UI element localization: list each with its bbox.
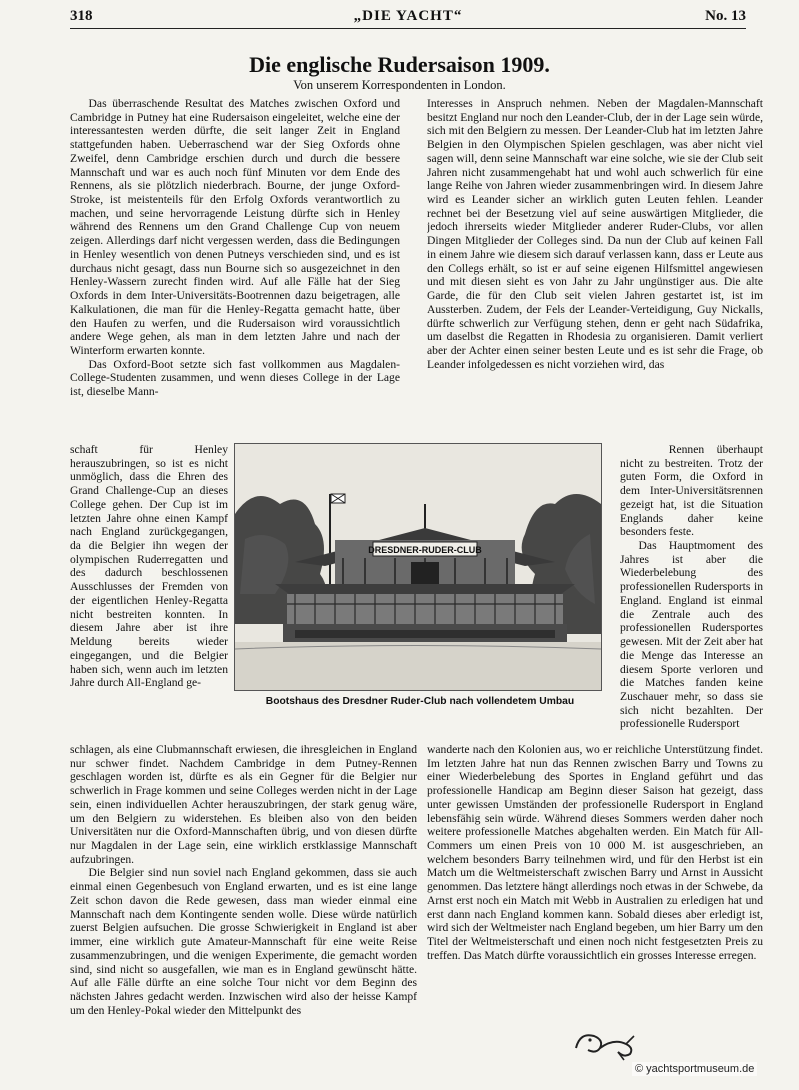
article-title: Die englische Rudersaison 1909. xyxy=(249,52,550,77)
paragraph: Die Belgier sind nun soviel nach England gekommen, dass sie auch einmal einen Gegenbesuch von England erwarten, und es ist eine lange Zeit schon davon die Rede gewesen, dass man wieder einmal eine Mannschaft nach dem Kontingente senden wolle. Diese würde natürlich zuerst Belgien aufsuchen. Die grosse Schwierigkeit in England ist aber immer, eine wirklich gute Amateur-Mannschaft für eine weite Reise zusammenzubringen, und die wenigen Experimente, die gemacht worden sind, sind nicht so ausgefallen, wie man es in England gewünscht hätte. Auf alle Fälle dürfte an eine solche Tour nicht vor dem Beginn des nächsten Jahres gedacht werden. Inzwischen wird also der heisse Kampf um den Henley-Pokal wieder den Mittelpunkt des xyxy=(70,866,417,1017)
issue-number: No. 13 xyxy=(705,8,746,24)
paragraph: Interesses in Anspruch nehmen. Neben der Magdalen-Mannschaft besitzt England nur noch den Leander-Club, der in der Lage sein würde, sich mit den Belgiern zu messen. Der Leander-Club hat im letzten Jahre Belgien in den Olympischen Spielen geschlagen, was aber nicht viel sagen will, denn seine Mannschaft war eine solche, wie sie der Club seit Jahren nicht zusammengehabt hat und wohl auch schwerlich für eine lange Reihe von Jahren wieder zusammenbringen wird. In diesem Jahre wird es Leander sicher an wirklich guten Leuten fehlen. Leander rechnet bei der Besetzung viel auf seine auswärtigen Mitglieder, die jedoch ihrerseits wieder Mitglieder anderer Ruder-Clubs, vor allen Dingen Mitglieder der Colleges sind. Da nun der Club auf keinen Fall in einem Jahre wie diesem sich darauf verlassen kann, dass er Leute aus den Collegs erhält, so ist er auf seine eigenen Hilfsmittel angewiesen und mit diesen sieht es von Jahr zu Jahr ungünstiger aus. Die alte Garde, die für den Club seit vielen Jahren gestartet ist, ist im Aussterben. Zudem, der Fels der Leander-Verteidigung, Guy Nickalls, dürfte schwerlich zur Verfügung stehen, denn er geht nach Südafrika, um daselbst die Regatten in Rhodesia zu organisieren. Damit verliert aber der Achter einen seiner besten Leute und es ist sehr die Frage, ob Leander infolgedessen es nicht vorziehen wird, das xyxy=(427,97,763,371)
running-header xyxy=(70,8,746,30)
paragraph: schaft für Henley herauszubringen, so ist es nicht unmöglich, dass die Ehren des Grand Challenge-Cup an dieses College gehen. Der Cup ist im letzten Jahre ohne einen Kampf nach England zurückgegangen, da die Belgier ihn wegen der olympischen Ruderregatten und des dadurch beschlossenen Ausschlusses der Fremden von der eigentlichen Henley-Regatta nicht bestreiten konnten. In diesem Jahre aber ist ihre Meldung bereits wieder eingegangen, und die Belgier haben sich, wenn auch im letzten Jahre durch All-England ge- xyxy=(70,443,228,690)
left-column-top xyxy=(70,97,400,441)
right-column-beside-figure xyxy=(620,443,763,745)
right-column-bottom xyxy=(427,743,763,1023)
clubhouse-sign: DRESDNER-RUDER-CLUB xyxy=(368,545,482,555)
boathouse-photo xyxy=(234,443,602,691)
header-rule xyxy=(70,28,746,29)
journal-title: „DIE YACHT“ xyxy=(353,8,463,24)
figure-caption: Bootshaus des Dresdner Ruder-Club nach vollendetem Umbau xyxy=(265,696,575,707)
article-subtitle: Von unserem Korrespondenten in London. xyxy=(293,78,506,92)
paragraph: wanderte nach den Kolonien aus, wo er reichliche Unterstützung findet. Im letzten Jahre hat nun das Rennen zwischen Barry und Towns zu einer Wiederbelebung des Sportes in England geführt und das professionelle Handicap am Beginn dieser Saison hat gezeigt, dass unter gewissen Umständen der professionelle Rudersport in England lebensfähig sein würde. Während dieses Sommers werden daher noch weitere professionelle Matches abgehalten werden. Ein Match für All-Commers um einen Preis von 10 000 M. ist ausgeschrieben, an welchem besonders Barry teilnehmen wird, und für den Herbst ist ein Match um die Weltmeisterschaft zwischen Barry und Arnst in Aussicht genommen. Das letztere hängt allerdings noch etwas in der Schwebe, da Arnst erst noch ein Match mit Webb in Australien zu erledigen hat und erst dann nach England kommen kann. Sobald dieses aber erledigt ist, wird sich der Weltmeister nach England begeben, um hier Barry um den Titel der Weltmeisterschaft und einen noch nicht festgesetzten Preis zu treffen. Das Match dürfte voraussichtlich ein grosses Interesse erregen. xyxy=(427,743,763,962)
left-column-bottom xyxy=(70,743,417,1058)
paragraph: Rennen überhaupt nicht zu bestreiten. Trotz der guten Form, die Oxford in dem Inter-Universitätsrennen gezeigt hat, ist die Situation Englands daher keine besonders feste. xyxy=(620,443,763,539)
page-number: 318 xyxy=(70,8,93,24)
left-column-beside-figure xyxy=(70,443,228,745)
right-column-top xyxy=(427,97,763,441)
paragraph: Das Hauptmoment des Jahres ist aber die Wiederbelebung des professionellen Rudersports in England. England ist einmal die Zentrale auch des professionellen Rudersportes gewesen. Mit der Zeit aber hat die Menge das Interesse an diesem Sporte verloren und die Matches fanden keine Zuschauer mehr, so dass sie sich nicht bezahlten. Der professionelle Rudersport xyxy=(620,539,763,731)
watermark: © yachtsportmuseum.de xyxy=(632,1062,757,1076)
fish-ornament-icon xyxy=(570,1018,640,1062)
paragraph: Das überraschende Resultat des Matches zwischen Oxford und Cambridge in Putney hat eine Rudersaison eingeleitet, welche eine der interessantesten werden dürfte, die seit langer Zeit in England stattgefunden haben. Ueberraschend war der Sieg Oxfords ohne Zweifel, denn Cambridge erschien durch und durch die bessere Mannschaft und war es auch noch fünf Minuten vor dem Ende des Rennens, als sie plötzlich niederbrach. Bourne, der junge Oxford-Stroke, ist meistenteils für den Erfolg Oxfords verantwortlich zu machen, und seine hervorragende Leistung dürfte sich in Henley während des Rennens um den Grand Challenge Cup von neuem zeigen. Allerdings darf nicht vergessen werden, dass die Bedingungen in Henley wesentlich von denen Putneys verschieden sind, und es ist durchaus nicht gesagt, dass nun Bourne sich so ausgezeichnet in den Henley-Wassern zurecht finden wird. Auf alle Fälle hat der Sieg Oxfords in dem Inter-Universitäts-Bootrennen dazu beigetragen, alle Kalkulationen, die man für die Henley-Regatta gemacht hatte, über den Haufen zu werfen, und die Rudersaison wird voraussichtlich andere Wege gehen, als man in dem letzten Jahre und nach der Winterform erwarten konnte. xyxy=(70,97,400,357)
paragraph: Das Oxford-Boot setzte sich fast vollkommen aus Magdalen-College-Studenten zusammen, und wenn dieses College in der Lage ist, dieselbe Mann- xyxy=(70,357,400,399)
paragraph: schlagen, als eine Clubmannschaft erwiesen, die ihresgleichen in England nur schwer findet. Nachdem Cambridge in dem Putney-Rennen geschlagen worden ist, dürfte es als ein Gegner für die Belgier nur schwerlich in Frage kommen und seine Colleges werden nicht in der Lage sein, einen individuellen Achter herauszubringen, der stark genug wäre, um den Belgiern zu widerstehen. Es bleiben also von den beiden Universitäten nur die Oxford-Mannschaften übrig, und von diesen dürfte nur Magdalen in der Lage sein, eine wirklich erstklassige Mannschaft aufzubringen. xyxy=(70,743,417,866)
